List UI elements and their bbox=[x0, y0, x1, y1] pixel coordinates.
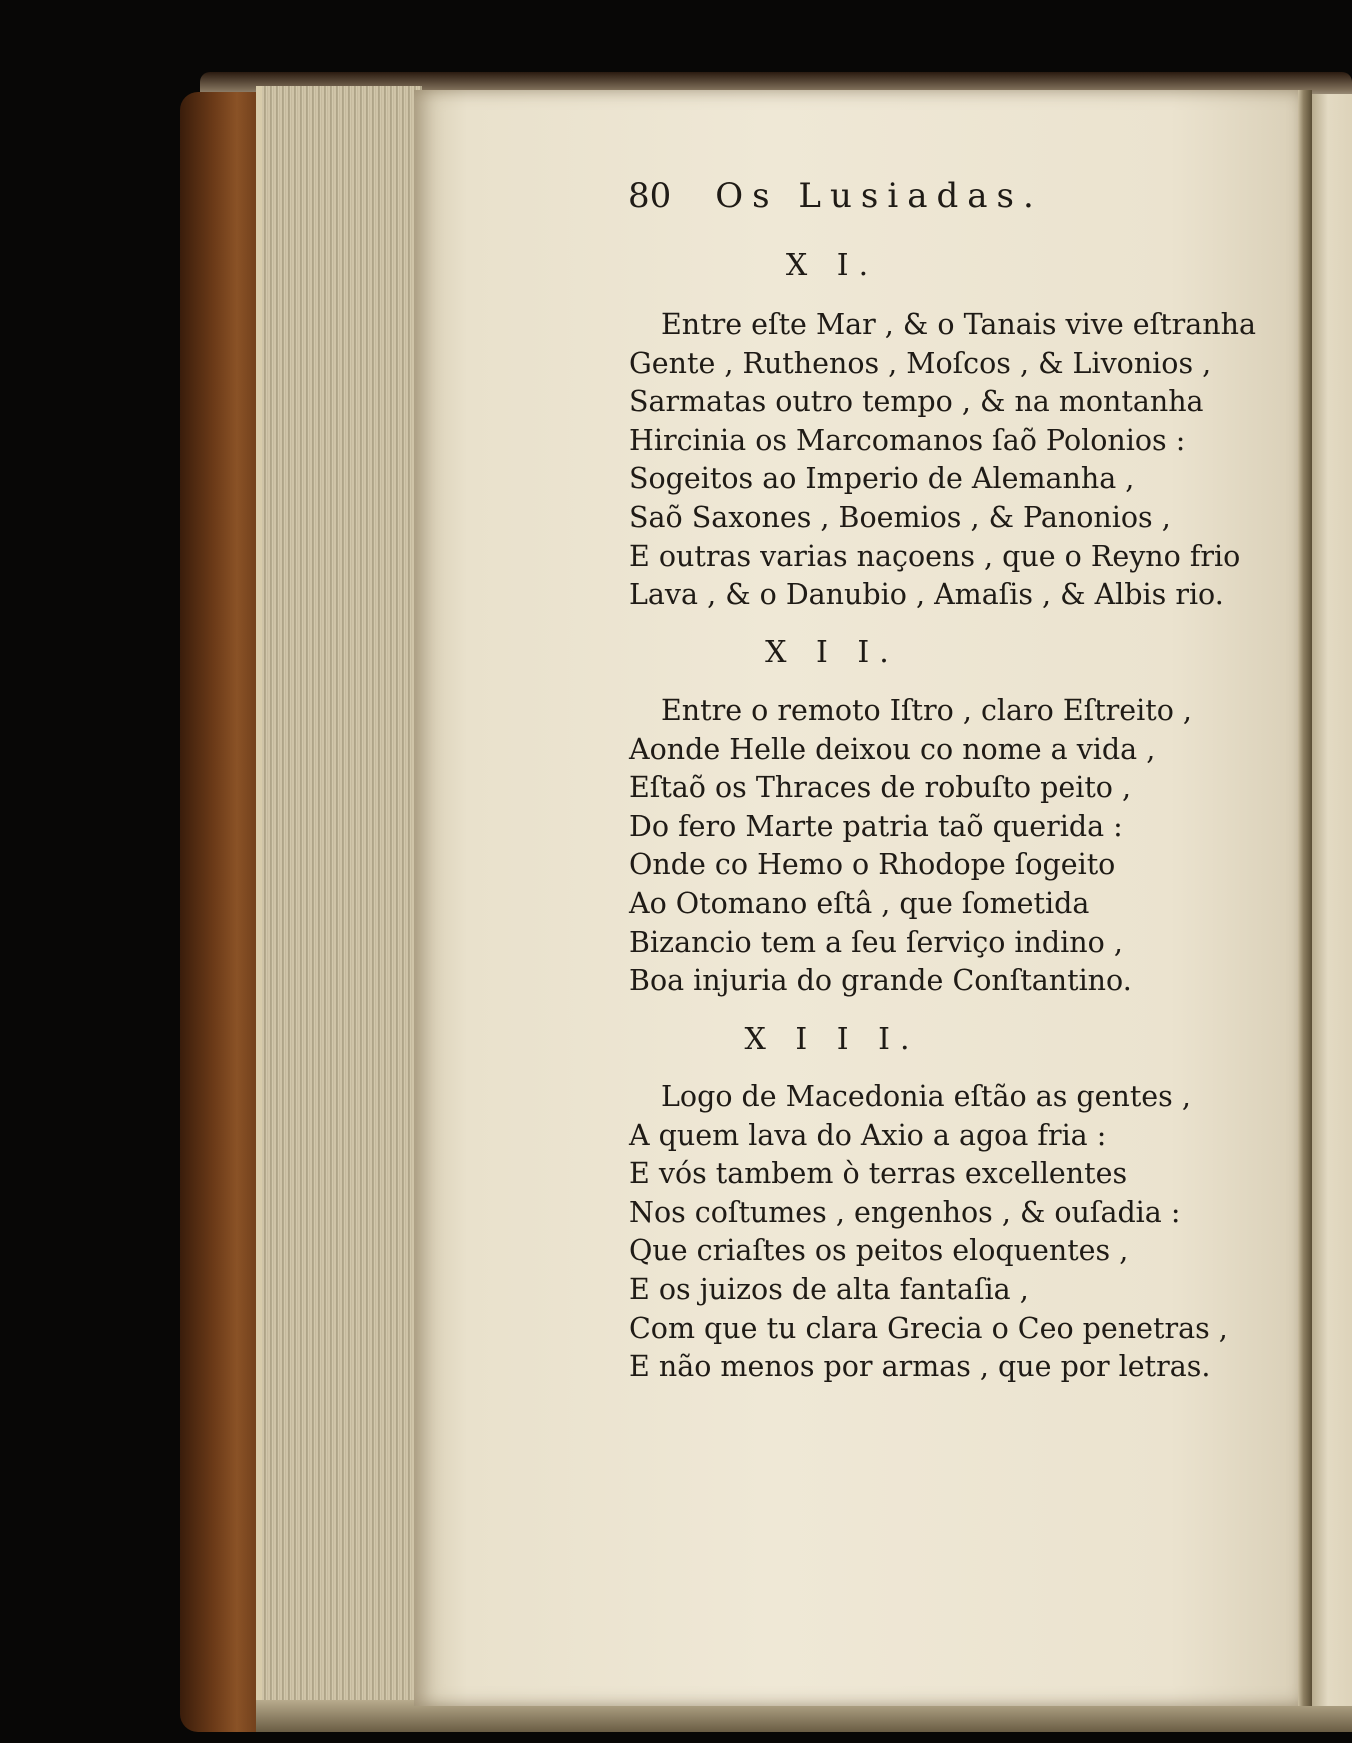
stanza bbox=[629, 692, 1249, 1001]
verse-line: Aonde Helle deixou co nome a vida , bbox=[629, 732, 1156, 766]
running-head bbox=[628, 176, 1228, 220]
verse-line: E outras varias naçoens , que o Reyno frio bbox=[629, 539, 1241, 573]
verse-line: Eſtaõ os Thraces de robuſto peito , bbox=[629, 771, 1132, 805]
verse-line: A quem lava do Axio a agoa fria : bbox=[629, 1118, 1107, 1152]
stanza bbox=[629, 306, 1256, 615]
page-number: 80 bbox=[628, 176, 672, 216]
verse-line: Que criaſtes os peitos eloquentes , bbox=[629, 1234, 1129, 1268]
stanza-number: X I. bbox=[785, 248, 879, 283]
verse-line: Gente , Ruthenos , Moſcos , & Livonios , bbox=[629, 346, 1212, 380]
book-gutter bbox=[1298, 90, 1312, 1706]
verse-line: Hircinia os Marcomanos ſaõ Polonios : bbox=[629, 423, 1186, 457]
running-title: Os Lusiadas. bbox=[715, 176, 1043, 216]
verse-line: Sogeitos ao Imperio de Alemanha , bbox=[629, 462, 1135, 496]
verse-line: Nos coſtumes , engenhos , & ouſadia : bbox=[629, 1195, 1181, 1229]
verse-line: Onde co Hemo o Rhodope ſogeito bbox=[629, 848, 1116, 882]
page-edges bbox=[256, 86, 422, 1726]
verse-line: Lava , & o Danubio , Amaſis , & Albis rio. bbox=[629, 578, 1224, 612]
verse-line: Logo de Macedonia eſtão as gentes , bbox=[661, 1080, 1191, 1113]
verse-line: Saõ Saxones , Boemios , & Panonios , bbox=[629, 500, 1171, 534]
stanza-number: X I I I. bbox=[744, 1022, 920, 1057]
verse-line: Entre eſte Mar , & o Tanais vive eſtranha bbox=[661, 308, 1256, 341]
verse-line: E os juizos de alta fantaſia , bbox=[629, 1272, 1029, 1306]
verse-line: Com que tu clara Grecia o Ceo penetras , bbox=[629, 1311, 1228, 1345]
verse-line: Ao Otomano eſtâ , que ſometida bbox=[629, 886, 1090, 920]
verse-line: Do fero Marte patria taõ querida : bbox=[629, 809, 1123, 843]
stanza bbox=[629, 1078, 1249, 1387]
verse-line: Sarmatas outro tempo , & na montanha bbox=[629, 385, 1204, 419]
verse-line: Boa injuria do grande Conſtantino. bbox=[629, 964, 1132, 998]
facing-page-edge bbox=[1312, 94, 1352, 1706]
stanza-number: X I I. bbox=[765, 635, 899, 670]
verse-line: Bizancio tem a ſeu ſerviço indino , bbox=[629, 925, 1123, 959]
verse-line: Entre o remoto Iſtro , claro Eſtreito , bbox=[661, 694, 1192, 727]
verse-line: E vós tambem ò terras excellentes bbox=[629, 1157, 1128, 1191]
verse-line: E não menos por armas , que por letras. bbox=[629, 1350, 1211, 1384]
